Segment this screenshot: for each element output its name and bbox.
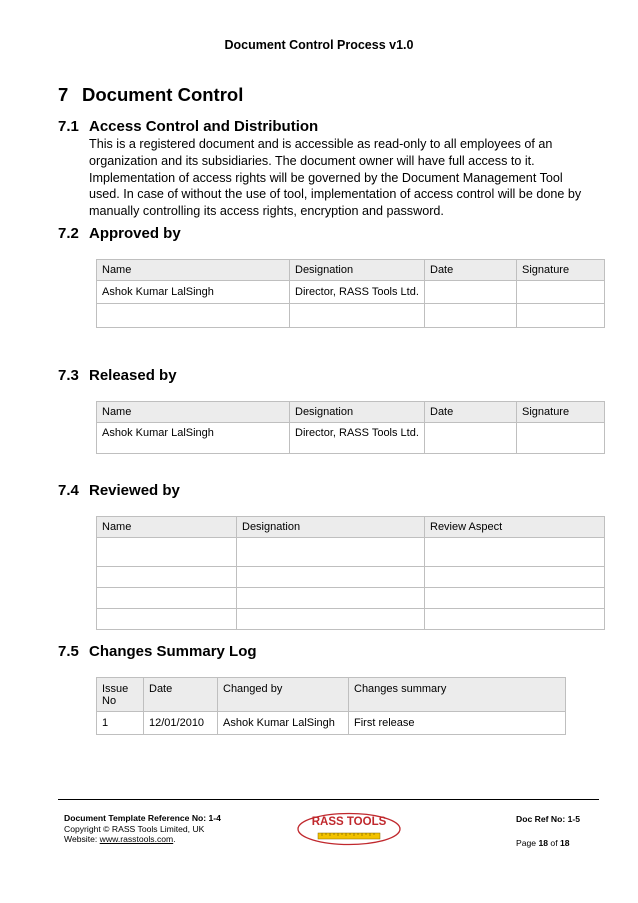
copyright-text: Copyright © RASS Tools Limited, UK	[64, 823, 205, 834]
table-cell: Ashok Kumar LalSingh	[97, 423, 290, 454]
header-cell: Date	[425, 402, 517, 423]
heading-7-4	[58, 482, 180, 499]
heading-number: 7.1	[58, 118, 79, 135]
table-cell: Director, RASS Tools Ltd.	[290, 423, 425, 454]
page-label: Page	[516, 838, 539, 848]
header-cell: Signature	[517, 402, 605, 423]
header-cell: Date	[144, 678, 218, 712]
rass-tools-logo	[296, 812, 402, 846]
header-cell: Designation	[237, 517, 425, 538]
table-cell	[517, 281, 605, 304]
table-row	[97, 712, 566, 735]
released-by-table	[96, 401, 605, 454]
table-cell	[425, 423, 517, 454]
website-line	[64, 834, 221, 845]
paragraph-line: This is a registered document and is accessible as read-only to all employees of an	[89, 137, 553, 151]
footer-left	[64, 813, 221, 845]
table-cell: Ashok Kumar LalSingh	[97, 281, 290, 304]
table-cell: 1	[97, 712, 144, 735]
paragraph-line: used. In case of without the use of tool, implementation of access control will be done by	[89, 187, 582, 202]
table-cell: Director, RASS Tools Ltd.	[290, 281, 425, 304]
heading-7-5	[58, 643, 257, 660]
section-number: 7	[58, 84, 69, 105]
section-title: Document Control	[82, 84, 244, 105]
header-cell: Issue No	[97, 678, 144, 712]
table-cell	[237, 538, 425, 567]
heading-title: Access Control and Distribution	[89, 118, 319, 135]
table-header-row	[97, 517, 605, 538]
table-cell: First release	[349, 712, 566, 735]
header-cell: Review Aspect	[425, 517, 605, 538]
table-row	[97, 567, 605, 588]
access-control-paragraph	[89, 136, 600, 220]
header-cell: Signature	[517, 260, 605, 281]
paragraph-line: Implementation of access rights will be governed by the Document Management Tool	[89, 170, 563, 185]
table-cell	[237, 567, 425, 588]
table-header-row	[97, 678, 566, 712]
table-cell	[425, 304, 517, 328]
header-cell: Name	[97, 402, 290, 423]
header-cell: Name	[97, 260, 290, 281]
heading-number: 7.5	[58, 643, 79, 660]
table-row	[97, 588, 605, 609]
heading-title: Reviewed by	[89, 482, 180, 499]
heading-7-2	[58, 225, 181, 242]
paragraph-line: organization and its subsidiaries. The document owner will have full access to it.	[89, 153, 535, 168]
template-reference: Document Template Reference No: 1-4	[64, 813, 221, 823]
table-cell	[517, 423, 605, 454]
table-cell	[290, 304, 425, 328]
table-cell: 12/01/2010	[144, 712, 218, 735]
table-row	[97, 538, 605, 567]
table-cell	[425, 567, 605, 588]
changes-summary-table	[96, 677, 566, 735]
table-cell	[517, 304, 605, 328]
section-heading	[58, 84, 243, 106]
page-current: 18	[538, 838, 549, 848]
table-header-row	[97, 402, 605, 423]
table-row	[97, 423, 605, 454]
approved-by-table	[96, 259, 605, 328]
table-cell	[425, 609, 605, 630]
paragraph-line: manually controlling its access rights, encryption and password.	[89, 204, 444, 219]
header-cell: Designation	[290, 260, 425, 281]
table-cell	[97, 588, 237, 609]
heading-title: Changes Summary Log	[89, 643, 257, 660]
heading-title: Released by	[89, 367, 177, 384]
table-cell	[97, 609, 237, 630]
table-cell	[97, 567, 237, 588]
logo-text: RASS TOOLS	[311, 816, 387, 828]
heading-7-1	[58, 118, 318, 135]
heading-number: 7.4	[58, 482, 79, 499]
doc-ref-number: Doc Ref No: 1-5	[516, 814, 580, 824]
table-row	[97, 609, 605, 630]
heading-7-3	[58, 367, 177, 384]
table-row	[97, 281, 605, 304]
website-link[interactable]: www.rasstools.com	[99, 834, 174, 844]
document-header-title: Document Control Process v1.0	[224, 38, 414, 52]
page-total: 18	[559, 838, 570, 848]
header-cell: Changes summary	[349, 678, 566, 712]
table-cell	[237, 609, 425, 630]
table-cell	[237, 588, 425, 609]
footer-divider	[58, 799, 599, 800]
table-row	[97, 304, 605, 328]
table-cell	[425, 588, 605, 609]
table-cell: Ashok Kumar LalSingh	[218, 712, 349, 735]
heading-number: 7.3	[58, 367, 79, 384]
reviewed-by-table	[96, 516, 605, 630]
website-label: Website:	[64, 834, 100, 844]
page-of: of	[548, 838, 560, 848]
page-number	[516, 838, 570, 848]
table-header-row	[97, 260, 605, 281]
header-cell: Changed by	[218, 678, 349, 712]
heading-number: 7.2	[58, 225, 79, 242]
header-cell: Designation	[290, 402, 425, 423]
table-cell	[425, 281, 517, 304]
table-cell	[97, 538, 237, 567]
header-cell: Name	[97, 517, 237, 538]
heading-title: Approved by	[89, 225, 181, 242]
table-cell	[425, 538, 605, 567]
footer-doc-ref	[516, 814, 580, 824]
header-cell: Date	[425, 260, 517, 281]
website-suffix: .	[173, 834, 176, 844]
table-cell	[97, 304, 290, 328]
